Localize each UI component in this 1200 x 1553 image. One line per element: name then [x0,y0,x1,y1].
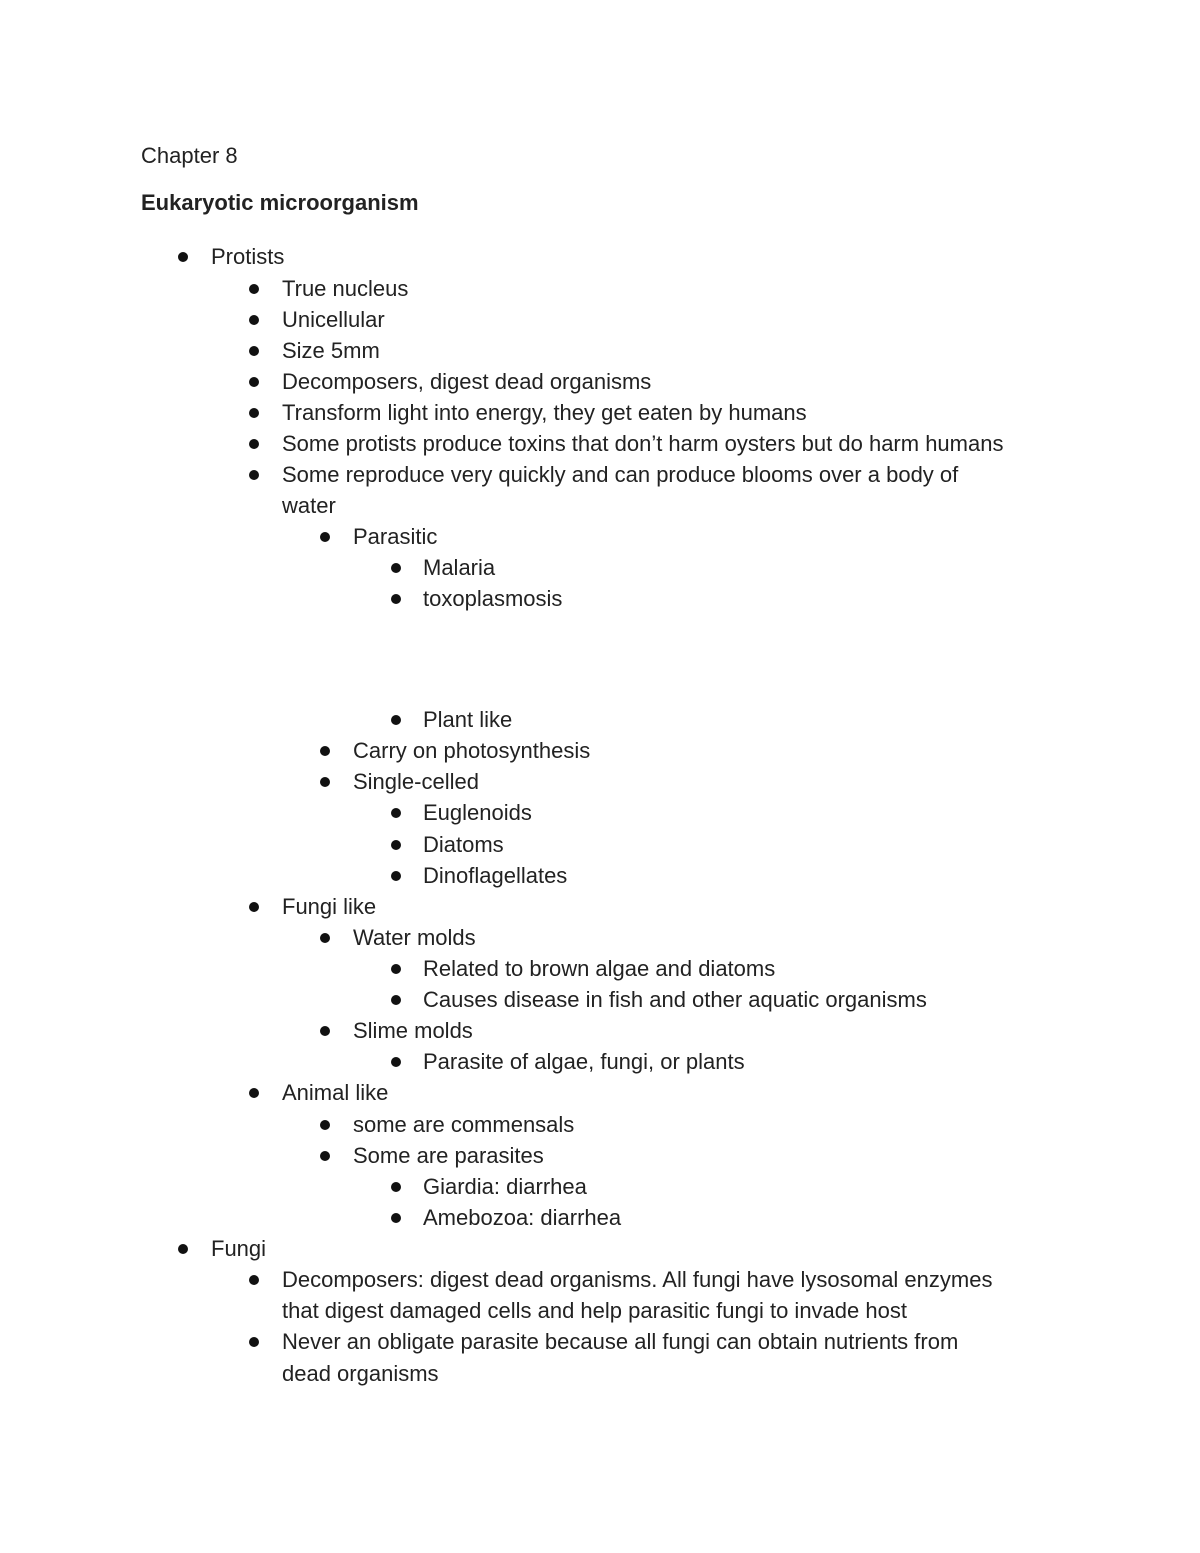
list-item-euglenoids: Euglenoids [423,800,532,825]
chapter-label: Chapter 8 [141,143,238,168]
list-item-reproduce-line2: water [282,493,336,518]
bullet-icon [249,902,259,912]
bullet-icon [391,594,401,604]
list-item-protists: Protists [211,244,285,269]
list-item-toxins: Some protists produce toxins that don’t harm oysters but do harm humans [282,431,1004,456]
list-item-fungi: Fungi [211,1236,267,1261]
list-item-brown-algae: Related to brown algae and diatoms [423,956,776,981]
list-item-unicellular: Unicellular [282,307,385,332]
bullet-icon [320,1151,330,1161]
bullet-icon [391,563,401,573]
list-item-slime-molds: Slime molds [353,1018,473,1043]
bullet-icon [391,1213,401,1223]
list-item-animal-like: Animal like [282,1080,389,1105]
bullet-icon [391,964,401,974]
bullet-icon [249,346,259,356]
list-item-reproduce-line1: Some reproduce very quickly and can produce blooms over a body of [282,462,959,487]
bullet-icon [320,532,330,542]
bullet-icon [249,470,259,480]
list-item-diatoms: Diatoms [423,832,504,857]
bullet-icon [249,1088,259,1098]
list-item-transform-light: Transform light into energy, they get eaten by humans [282,400,807,425]
list-item-decomposers: Decomposers, digest dead organisms [282,369,652,394]
list-item-obligate-line1: Never an obligate parasite because all fungi can obtain nutrients from [282,1329,959,1354]
page-heading: Eukaryotic microorganism [141,190,419,215]
bullet-icon [249,439,259,449]
bullet-icon [249,1337,259,1347]
bullet-icon [391,715,401,725]
bullet-icon [391,1057,401,1067]
list-item-giardia: Giardia: diarrhea [423,1174,587,1199]
bullet-icon [178,1244,188,1254]
list-item-fish-disease: Causes disease in fish and other aquatic organisms [423,987,927,1012]
bullet-icon [320,746,330,756]
list-item-malaria: Malaria [423,555,496,580]
list-item-photosynthesis: Carry on photosynthesis [353,738,591,763]
list-item-fungi-decomposers-line2: that digest damaged cells and help parasitic fungi to invade host [282,1298,907,1323]
list-item-parasitic: Parasitic [353,524,438,549]
bullet-icon [391,840,401,850]
bullet-icon [391,1182,401,1192]
list-item-size: Size 5mm [282,338,380,363]
list-item-fungi-decomposers-line1: Decomposers: digest dead organisms. All fungi have lysosomal enzymes [282,1267,993,1292]
list-item-toxoplasmosis: toxoplasmosis [423,586,563,611]
list-item-fungi-like: Fungi like [282,894,377,919]
bullet-icon [320,1120,330,1130]
bullet-icon [320,1026,330,1036]
list-item-amebozoa: Amebozoa: diarrhea [423,1205,622,1230]
bullet-icon [249,408,259,418]
list-item-obligate-line2: dead organisms [282,1361,439,1386]
list-item-commensals: some are commensals [353,1112,575,1137]
list-item-dinoflagellates: Dinoflagellates [423,863,568,888]
bullet-icon [391,871,401,881]
list-item-parasite-algae: Parasite of algae, fungi, or plants [423,1049,745,1074]
bullet-icon [249,1275,259,1285]
list-item-water-molds: Water molds [353,925,476,950]
list-item-plant-like: Plant like [423,707,513,732]
list-item-true-nucleus: True nucleus [282,276,409,301]
bullet-icon [249,315,259,325]
list-item-single-celled: Single-celled [353,769,479,794]
bullet-icon [391,808,401,818]
bullet-icon [249,377,259,387]
bullet-icon [249,284,259,294]
list-item-parasites: Some are parasites [353,1143,544,1168]
bullet-icon [391,995,401,1005]
bullet-icon [178,252,188,262]
bullet-icon [320,933,330,943]
bullet-icon [320,777,330,787]
